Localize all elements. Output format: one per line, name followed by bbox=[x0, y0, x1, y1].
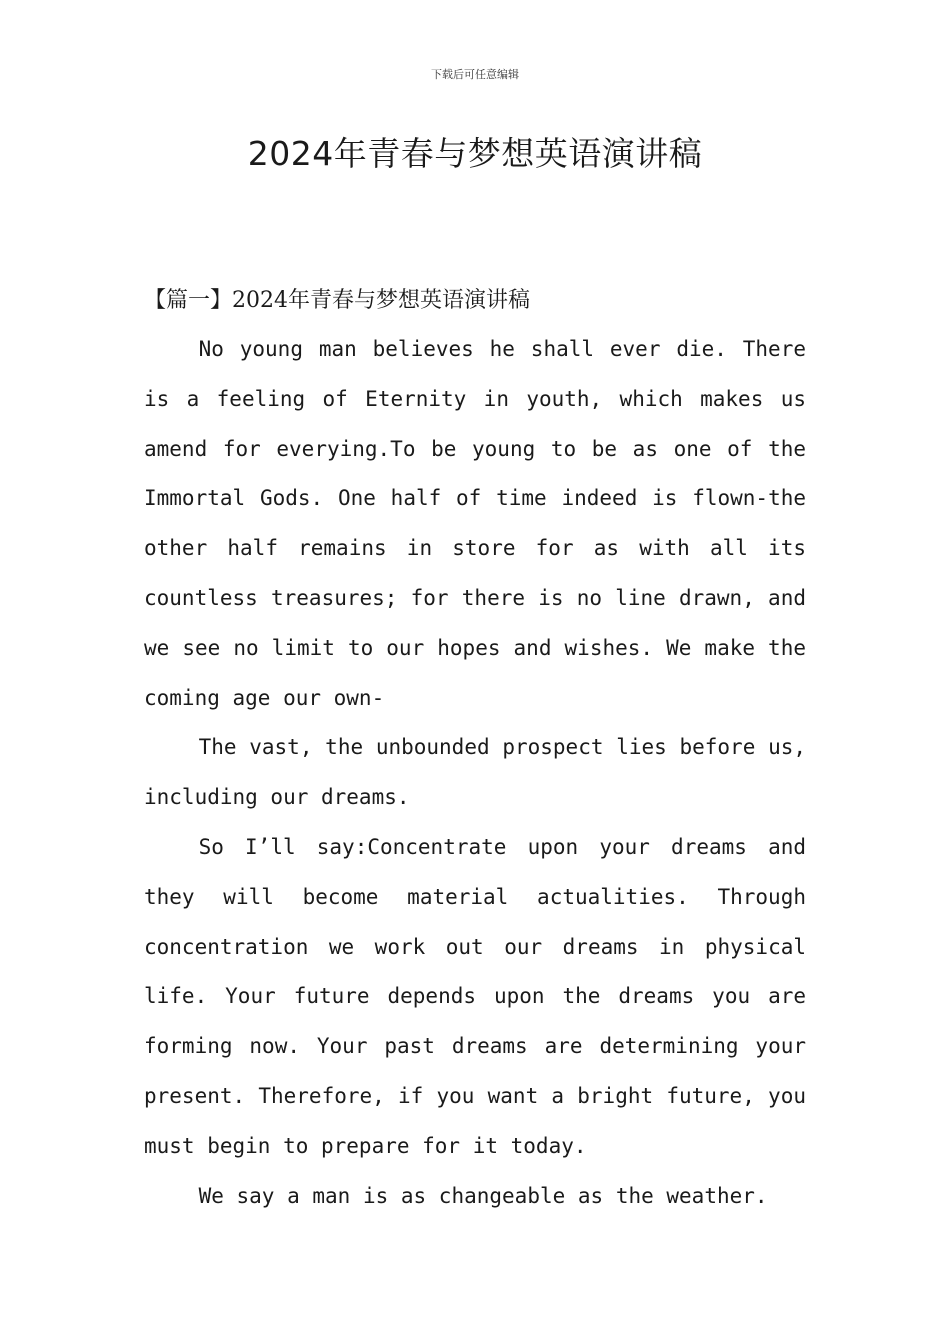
paragraph: We say a man is as changeable as the weather. bbox=[198, 1183, 768, 1208]
paragraph: So I’ll say:Concentrate upon your dreams and they will become material actualities. Through concentration we work out our dreams in physical life. Your future depends upon the dreams you are forming now. Your past dreams are determining your present. Therefore, if you want a bright future, you must begin to prepare for it today. bbox=[144, 834, 806, 1158]
paragraph: No young man believes he shall ever die. There is a feeling of Eternity in youth, which makes us amend for everying.To be young to be as one of the Immortal Gods. One half of time indeed is flown-the other half remains in store for as with all its countless treasures; for there is no line drawn, and we see no limit to our hopes and wishes. We make the coming age our own- bbox=[144, 337, 806, 710]
paragraph: The vast, the unbounded prospect lies before us, including our dreams. bbox=[144, 735, 806, 810]
section-heading: 【篇一】2024年青春与梦想英语演讲稿 bbox=[144, 288, 530, 313]
header-note: 下载后可任意编辑 bbox=[431, 68, 519, 81]
document-body bbox=[144, 325, 806, 1221]
document-title: 2024年青春与梦想英语演讲稿 bbox=[247, 134, 703, 173]
